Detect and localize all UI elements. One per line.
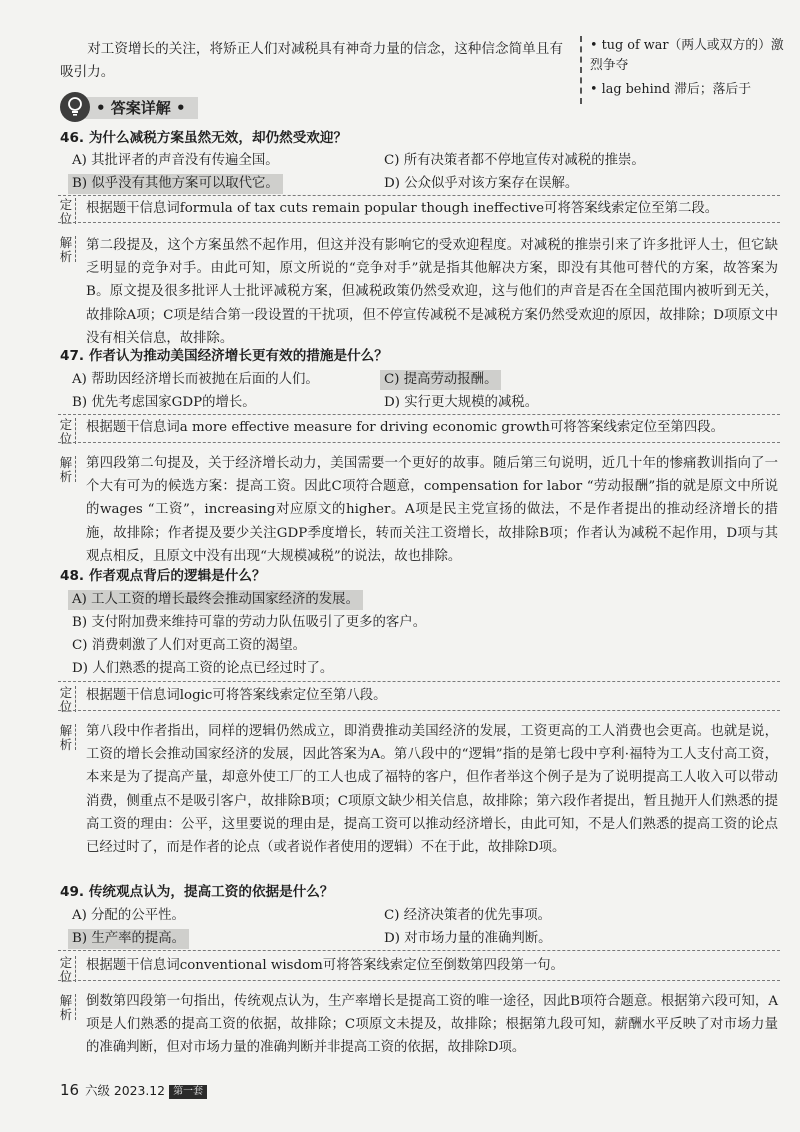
analysis-label bbox=[58, 994, 74, 1022]
question-47-title: 47. 作者认为推动美国经济增长更有效的措施是什么？ bbox=[60, 348, 388, 364]
vocab-term: lag behind bbox=[601, 82, 671, 97]
divider bbox=[58, 710, 780, 711]
vocab-meaning: （两人或双方的）激烈争夺 bbox=[590, 38, 784, 73]
section-header bbox=[60, 92, 200, 122]
q49-option-a: A) 分配的公平性。 bbox=[72, 908, 185, 923]
q46-option-c: C) 所有决策者都不停地宣传对减税的推崇。 bbox=[384, 153, 645, 168]
divider bbox=[58, 195, 780, 196]
q48-locate: 根据题干信息词logic可将答案线索定位至第八段。 bbox=[86, 688, 387, 703]
q47-option-c: C) 提高劳动报酬。 bbox=[380, 370, 501, 390]
q48-option-c: C) 消费刺激了人们对更高工资的渴望。 bbox=[72, 638, 306, 653]
q49-option-d: D) 对市场力量的准确判断。 bbox=[384, 931, 552, 946]
question-48-title: 48. 作者观点背后的逻辑是什么？ bbox=[60, 568, 266, 584]
q47-option-d: D) 实行更大规模的减税。 bbox=[384, 395, 539, 410]
analysis-label-text: 解析 bbox=[59, 235, 73, 264]
q49-option-c: C) 经济决策者的优先事项。 bbox=[384, 908, 552, 923]
divider bbox=[58, 222, 780, 223]
vocab-meaning: 滞后；落后于 bbox=[674, 82, 751, 97]
divider bbox=[58, 442, 780, 443]
intro-paragraph: 对工资增长的关注，将矫正人们对减税具有神奇力量的信念，这种信念简单且有吸引力。 bbox=[60, 41, 563, 80]
q48-option-b: B) 支付附加费来维持可靠的劳动力队伍吸引了更多的客户。 bbox=[72, 615, 427, 630]
q47-locate: 根据题干信息词a more effective measure for driving economic growth可将答案线索定位至第四段。 bbox=[86, 420, 724, 435]
q49-option-b: B) 生产率的提高。 bbox=[68, 929, 189, 949]
locate-label-text: 定位 bbox=[59, 197, 73, 226]
q47-option-b: B) 优先考虑国家GDP的增长。 bbox=[72, 395, 256, 410]
divider bbox=[58, 414, 780, 415]
locate-label-text: 定位 bbox=[59, 685, 73, 714]
question-49-title: 49. 传统观点认为，提高工资的依据是什么？ bbox=[60, 884, 334, 900]
q49-analysis: 倒数第四段第一句指出，传统观点认为，生产率增长是提高工资的唯一途径，因此B项符合题意。根据第六段可知，A项是人们熟悉的提高工资的依据，故排除；C项原文未提及，故排除；根据第九段可知，薪酬水平反映了对市场力量的准确判断，但对市场力量的准确判断并非提高工资的依据，故排除D项。 bbox=[86, 994, 778, 1056]
divider bbox=[58, 681, 780, 682]
footer-badge: 第一套 bbox=[169, 1085, 207, 1099]
page-number: 16 bbox=[60, 1081, 80, 1099]
analysis-label bbox=[58, 456, 74, 484]
page-footer bbox=[60, 1080, 207, 1101]
question-46-title: 46. 为什么减税方案虽然无效，却仍然受欢迎？ bbox=[60, 130, 348, 146]
section-title: • 答案详解 • bbox=[82, 97, 198, 119]
divider bbox=[58, 980, 780, 981]
analysis-label-text: 解析 bbox=[59, 723, 73, 752]
vocab-sidebar bbox=[580, 36, 785, 104]
q48-option-a: A) 工人工资的增长最终会推动国家经济的发展。 bbox=[68, 590, 363, 610]
lightbulb-icon bbox=[60, 92, 90, 122]
q47-option-a: A) 帮助因经济增长而被抛在后面的人们。 bbox=[72, 372, 319, 387]
vocab-item: • lag behind 滞后；落后于 bbox=[590, 82, 751, 97]
q48-option-d: D) 人们熟悉的提高工资的论点已经过时了。 bbox=[72, 661, 334, 676]
analysis-label bbox=[58, 724, 74, 752]
q49-locate: 根据题干信息词conventional wisdom可将答案线索定位至倒数第四段第一句。 bbox=[86, 958, 564, 973]
q46-option-a: A) 其批评者的声音没有传遍全国。 bbox=[72, 153, 279, 168]
q47-analysis: 第四段第二句提及，关于经济增长动力，美国需要一个更好的故事。随后第三句说明，近几十年的惨痛教训指向了一个大有可为的候选方案：提高工资。因此C项符合题意，compensation for labor “劳动报酬”指的就是原文中所说的wages “工资”，increasing对应原文的higher。A项是民主党宣扬的做法，不是作者提出的推动经济增长的措施，故排除；作者提及要少关注GDP季度增长，转而关注工资增长，故排除B项；作者认为减税不起作用，D项与其观点相反，且原文中没有出现“大规模减税”的说法，故也排除。 bbox=[86, 456, 778, 564]
analysis-label bbox=[58, 236, 74, 264]
locate-label-text: 定位 bbox=[59, 955, 73, 984]
q46-analysis: 第二段提及，这个方案虽然不起作用，但这并没有影响它的受欢迎程度。对减税的推崇引来了许多批评人士，但它缺乏明显的竞争对手。由此可知，原文所说的“竞争对手”就是指其他解决方案，即没有其他可替代的方案，故答案为B。原文提及很多批评人士批评减税方案，但减税政策仍然受欢迎，这与他们的声音是否在全国范围内被听到无关，故排除A项；C项是结合第一段设置的干扰项，但不停宣传减税不是减税方案仍然受欢迎的原因，故排除；D项原文中没有相关信息，故排除。 bbox=[86, 238, 778, 346]
q46-option-b: B) 似乎没有其他方案可以取代它。 bbox=[68, 174, 283, 194]
locate-label-text: 定位 bbox=[59, 417, 73, 446]
divider bbox=[58, 950, 780, 951]
analysis-label-text: 解析 bbox=[59, 455, 73, 484]
vocab-term: tug of war bbox=[601, 38, 669, 53]
footer-text: 六级 2023.12 bbox=[85, 1083, 166, 1098]
vocab-item: • tug of war（两人或双方的）激烈争夺 bbox=[590, 38, 784, 73]
q46-option-d: D) 公众似乎对该方案存在误解。 bbox=[384, 176, 579, 191]
q46-locate: 根据题干信息词formula of tax cuts remain popular though ineffective可将答案线索定位至第二段。 bbox=[86, 201, 719, 216]
q48-analysis: 第八段中作者指出，同样的逻辑仍然成立，即消费推动美国经济的发展，工资更高的工人消费也会更高。也就是说，工资的增长会推动国家经济的发展，因此答案为A。第八段中的“逻辑”指的是第七段中亨利·福特为工人支付高工资，本来是为了提高产量，却意外使工厂的工人也成了福特的客户，但作者举这个例子是为了说明提高工人收入可以带动消费，侧重点不是吸引客户，故排除B项；C项原文缺少相关信息，故排除；第六段作者提出，暂且抛开人们熟悉的提高工资的理由：公平，这里要说的理由是，提高工资可以推动经济增长，由此可知，不是人们熟悉的提高工资的论点已经过时了，而是作者的论点（或者说作者使用的逻辑）不在于此，故排除D项。 bbox=[86, 724, 778, 856]
analysis-label-text: 解析 bbox=[59, 993, 73, 1022]
